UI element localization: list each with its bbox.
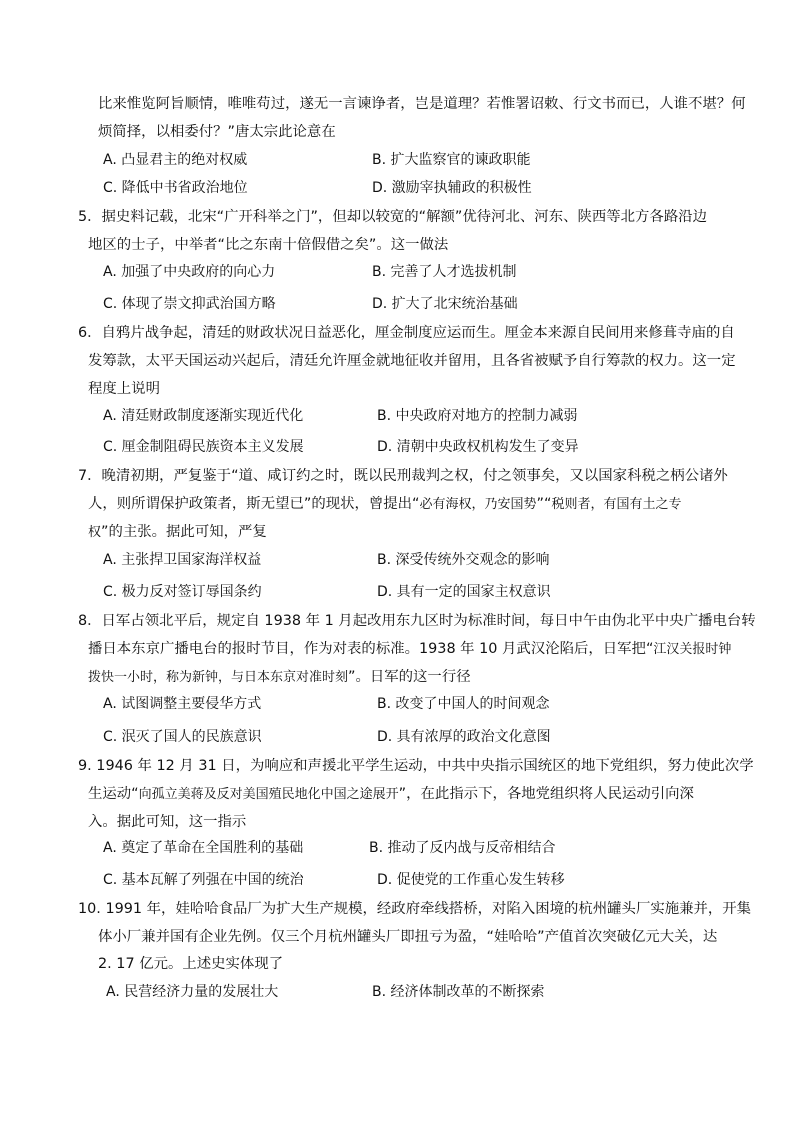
- q4-stem-line-2: 烦简择，以相委付？”唐太宗此论意在: [98, 124, 336, 140]
- q10-stem-line-3: 2. 17 亿元。上述史实体现了: [98, 956, 284, 972]
- q9-stem-line-2: [88, 784, 694, 805]
- q7-quote-sea-power: 必有海权，乃安国势: [419, 497, 537, 512]
- q7-quote-tariff: 税则者，有国有土之专: [551, 497, 682, 512]
- q6-option-b: B. 中央政府对地方的控制力减弱: [377, 408, 578, 424]
- q10-stem-line-2: 体小厂兼并国有企业先例。仅三个月杭州罐头厂即扭亏为盈，“娃哈哈”产值首次突破亿元大关，达: [98, 929, 718, 945]
- q9-option-a: A. 奠定了革命在全国胜利的基础: [103, 840, 304, 856]
- q8-stem-line-1: 8．日军占领北平后，规定自 1938 年 1 月起改用东九区时为标准时间，每日中午由伪北平中央广播电台转: [78, 613, 756, 629]
- q7-quote-sep: ”“: [536, 496, 552, 512]
- q7-stem-line-3: [88, 522, 267, 543]
- q6-stem-line-3: 程度上说明: [88, 381, 160, 397]
- q7-option-a: A. 主张捍卫国家海洋权益: [103, 552, 262, 568]
- q4-option-b: B. 扩大监察官的谏政职能: [372, 152, 531, 168]
- q6-option-a: A. 清廷财政制度逐渐实现近代化: [103, 408, 304, 424]
- q5-option-c: C. 体现了崇文抑武治国方略: [103, 296, 276, 312]
- q10-stem-line-1: 10. 1991 年，娃哈哈食品厂为扩大生产规模，经政府牵线搭桥，对陷入困境的杭州罐头厂实施兼并，开集: [78, 901, 752, 917]
- q6-option-d: D. 清朝中央政权机构发生了变异: [377, 439, 579, 455]
- q4-option-c: C. 降低中书省政治地位: [103, 180, 248, 196]
- q6-stem-line-2: 发筹款，太平天国运动兴起后，清廷允许厘金就地征收并留用，且各省被赋予自行筹款的权力。这一定: [88, 353, 736, 369]
- q10-option-a: A. 民营经济力量的发展壮大: [106, 984, 279, 1000]
- q10-option-b: B. 经济体制改革的不断探索: [372, 984, 545, 1000]
- q7-option-c: C. 极力反对签订辱国条约: [103, 584, 262, 600]
- q9-stem-line-3: 入。据此可知，这一指示: [88, 814, 247, 830]
- q9-option-c: C. 基本瓦解了列强在中国的统治: [103, 872, 304, 888]
- q5-stem-line-1: 5．据史料记载，北宋“广开科举之门”，但却以较宽的“解额”优待河北、河东、陕西等北方各路沿边: [78, 209, 707, 225]
- q8-quote-clock: 江汉关报时钟: [653, 642, 732, 657]
- q4-option-a: A. 凸显君主的绝对权威: [103, 152, 248, 168]
- q4-option-d: D. 激励宰执辅政的积极性: [372, 180, 532, 196]
- q8-option-c: C. 泯灭了国人的民族意识: [103, 729, 262, 745]
- q9-stem-text-end: ”，在此指示下，各地党组织将人民运动引向深: [398, 786, 694, 802]
- q8-option-a: A. 试图调整主要侵华方式: [103, 696, 262, 712]
- q7-option-d: D. 具有一定的国家主权意识: [377, 584, 551, 600]
- q8-stem-line-2: [88, 639, 731, 660]
- q5-option-a: A. 加强了中央政府的向心力: [103, 264, 276, 280]
- q9-option-b: B. 推动了反内战与反帝相结合: [369, 840, 556, 856]
- q8-option-d: D. 具有浓厚的政治文化意图: [377, 729, 551, 745]
- q8-option-b: B. 改变了中国人的时间观念: [377, 696, 550, 712]
- q6-stem-line-1: 6．自鸦片战争起，清廷的财政状况日益恶化，厘金制度应运而生。厘金本来源自民间用来修葺寺庙的自: [78, 325, 735, 341]
- q8-stem-text: 播日本东京广播电台的报时节目，作为对表的标准。1938 年 10 月武汉沦陷后，日军把“: [88, 641, 654, 657]
- q8-quote-clock-end: 拨快一小时，称为新钟，与日本东京对准时刻: [88, 670, 349, 685]
- q7-stem-text: 人，则所谓保护政策者，斯无望已”的现状，曾提出“: [88, 496, 420, 512]
- q9-stem-line-1: 9. 1946 年 12 月 31 日，为响应和声援北平学生运动，中共中央指示国统区的地下党组织，努力使此次学: [78, 758, 754, 774]
- q7-stem-line-1: 7．晚清初期，严复鉴于“道、咸订约之时，既以民刑裁判之权，付之领事矣，又以国家科税之柄公诸外: [78, 468, 728, 484]
- q8-stem-line-3: [88, 667, 471, 688]
- q7-option-b: B. 深受传统外交观念的影响: [377, 552, 550, 568]
- q7-stem-line-2: [88, 494, 681, 515]
- q4-stem-line-1: 比来惟览阿旨顺情，唯唯苟过，遂无一言谏诤者，岂是道理？若惟署诏敕、行文书而已，人谁不堪？何: [98, 96, 746, 112]
- q9-stem-text: 生运动“: [88, 786, 139, 802]
- q5-stem-line-2: 地区的士子，中举者“比之东南十倍假借之矣”。这一做法: [88, 237, 449, 253]
- q7-stem-text-end: ”的主张。据此可知，严复: [101, 524, 267, 540]
- q5-option-d: D. 扩大了北宋统治基础: [372, 296, 518, 312]
- q5-option-b: B. 完善了人才选拔机制: [372, 264, 517, 280]
- q9-quote-directive: 向孤立美蒋及反对美国殖民地化中国之途展开: [138, 787, 399, 802]
- q7-quote-tariff-end: 权: [88, 525, 102, 540]
- q8-stem-text-end: ”。日军的这一行径: [348, 669, 471, 685]
- q9-option-d: D. 促使党的工作重心发生转移: [377, 872, 565, 888]
- q6-option-c: C. 厘金制阻碍民族资本主义发展: [103, 439, 304, 455]
